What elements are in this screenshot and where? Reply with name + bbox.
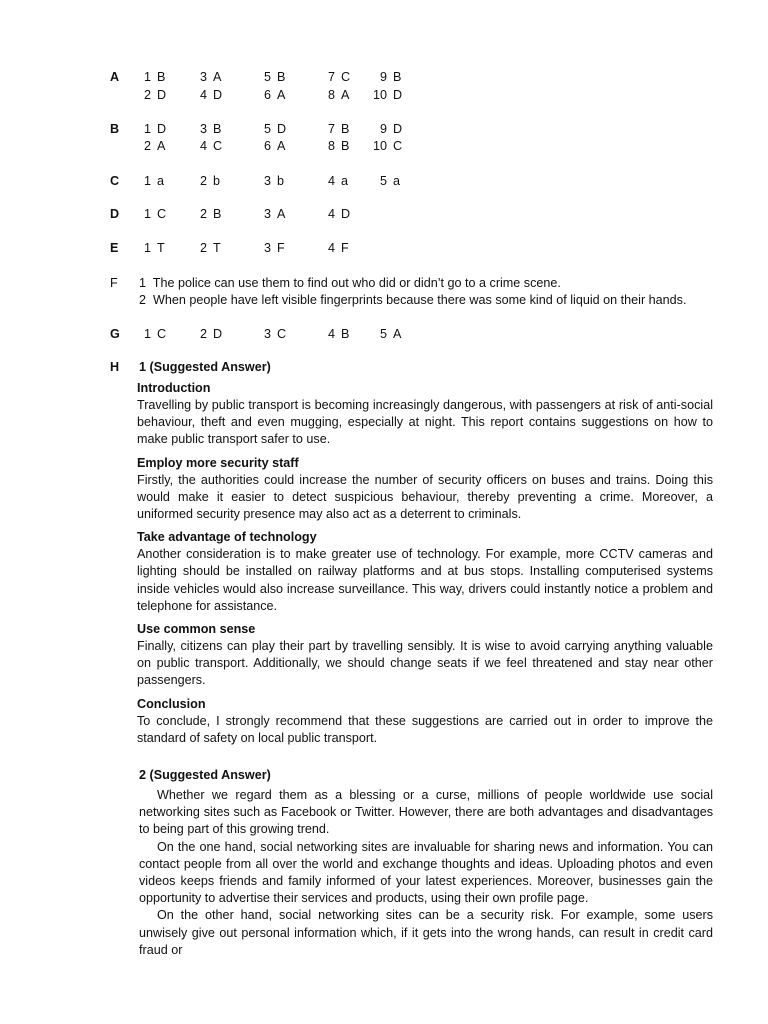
answer-value: C — [393, 139, 403, 153]
answer-value: a — [393, 174, 401, 188]
question-number: 2 — [199, 174, 207, 188]
answer-item — [253, 88, 285, 102]
answer-value: A — [341, 88, 350, 102]
answer-value: C — [157, 327, 167, 341]
essay-paragraph: Whether we regard them as a blessing or a curse, millions of people worldwide use social networking sites such as Facebook or Twitter. However, there are both advantages and disadvantages to being part of this growing trend. — [139, 788, 713, 837]
question-number: 1 — [143, 122, 151, 136]
answer-item — [253, 70, 285, 84]
section-label-e: E — [110, 241, 119, 255]
item-title: 1 (Suggested Answer) — [139, 360, 271, 374]
answer-value: D — [341, 207, 351, 221]
answer-value: B — [393, 70, 402, 84]
question-number: 1 — [143, 207, 151, 221]
question-number: 9 — [379, 122, 387, 136]
answer-item — [317, 174, 348, 188]
answer-value: B — [341, 122, 350, 136]
section-text: Firstly, the authorities could increase the number of security officers on buses and trains. Doing this would make it easier to detect suspicious behaviour, thereby preventing a crime. Moreover, a uniformed security presence may also act as a deterrent to criminals. — [137, 472, 713, 522]
question-number: 3 — [263, 207, 271, 221]
section-label-c: C — [110, 174, 120, 188]
answer-value: B — [341, 327, 350, 341]
question-number: 3 — [199, 70, 207, 84]
section-label-a: A — [110, 70, 120, 84]
question-number: 4 — [199, 139, 207, 153]
answer-item — [189, 327, 222, 341]
answer-item — [133, 207, 166, 221]
answer-value: A — [157, 139, 166, 153]
section-text: To conclude, I strongly recommend that these suggestions are carried out in order to improve the standard of safety on local public transport. — [137, 713, 713, 745]
answer-value: F — [277, 241, 285, 255]
answer-item — [317, 327, 349, 341]
question-number: 5 — [379, 174, 387, 188]
answer-item — [133, 88, 166, 102]
section-label-f: F — [110, 276, 118, 290]
question-number: 5 — [379, 327, 387, 341]
section-label-d: D — [110, 207, 120, 221]
report-body — [137, 380, 713, 747]
answer-value: C — [213, 139, 223, 153]
answer-value: D — [393, 122, 403, 136]
section-label-h: H — [110, 360, 120, 374]
answer-item — [189, 70, 221, 84]
answer-value: A — [277, 139, 286, 153]
section-heading: Take advantage of technology — [137, 530, 317, 545]
answer-value: B — [157, 70, 166, 84]
answer-value: b — [277, 174, 285, 188]
answer-item — [369, 70, 401, 84]
question-number: 3 — [263, 241, 271, 255]
question-number: 1 — [143, 327, 151, 341]
question-number: 2 — [143, 139, 151, 153]
answer-item — [133, 241, 165, 255]
answer-item — [189, 174, 220, 188]
answer-item — [253, 327, 286, 341]
answer-value: A — [393, 327, 402, 341]
question-number: 10 — [372, 139, 387, 153]
section-heading: Employ more security staff — [137, 455, 299, 470]
answer-value: D — [157, 122, 167, 136]
answer-item — [369, 88, 402, 102]
answer-item — [189, 122, 221, 136]
question-number: 8 — [327, 139, 335, 153]
question-number: 1 — [143, 70, 151, 84]
question-number: 4 — [327, 174, 335, 188]
question-number: 4 — [327, 241, 335, 255]
essay-paragraph: On the one hand, social networking sites are invaluable for sharing news and information. You can contact people from all over the world and exchange thoughts and ideas. Uploading photos and even videos keeps friends and family informed of your latest experiences. Moreover, businesses gain the opportunity to advertise their services and products, using their own profile page. — [139, 839, 713, 906]
answer-item — [369, 327, 401, 341]
question-number: 2 — [143, 88, 151, 102]
answer-value: C — [341, 70, 351, 84]
section-text: Finally, citizens can play their part by travelling sensibly. It is wise to avoid carrying anything valuable on public transport. Additionally, we should change seats if we feel threatened and stay near other passengers. — [137, 639, 713, 688]
answer-value: B — [277, 70, 286, 84]
answer-item — [369, 174, 400, 188]
question-number: 6 — [263, 139, 271, 153]
answer-value: C — [277, 327, 287, 341]
answer-item — [317, 70, 350, 84]
question-number: 8 — [327, 88, 335, 102]
answer-item — [133, 139, 165, 153]
answer-value: b — [213, 174, 221, 188]
answer-item — [369, 122, 402, 136]
answer-item — [317, 88, 349, 102]
answer-value: C — [157, 207, 167, 221]
item-title: 2 (Suggested Answer) — [139, 768, 271, 782]
answer-value: A — [277, 88, 286, 102]
answer-line: 2 When people have left visible fingerprints because there was some kind of liquid on their hands. — [139, 293, 687, 307]
answer-line: 1 The police can use them to find out who did or didn’t go to a crime scene. — [139, 276, 561, 290]
question-number: 1 — [143, 241, 151, 255]
section-label-g: G — [110, 327, 120, 341]
answer-value: A — [213, 70, 222, 84]
question-number: 5 — [263, 122, 271, 136]
answer-value: D — [277, 122, 287, 136]
answer-item — [317, 139, 349, 153]
answer-item — [133, 70, 165, 84]
answer-value: T — [213, 241, 221, 255]
answer-item — [317, 207, 350, 221]
essay-paragraph: On the other hand, social networking sites can be a security risk. For example, some users unwisely give out personal information which, if it gets into the wrong hands, can result in credit card fraud or — [139, 908, 713, 957]
section-label-b: B — [110, 122, 120, 136]
answer-item — [133, 122, 166, 136]
answer-value: T — [157, 241, 165, 255]
question-number: 5 — [263, 70, 271, 84]
question-number: 2 — [199, 207, 207, 221]
answer-item — [317, 241, 349, 255]
section-text: Another consideration is to make greater use of technology. For example, more CCTV cameras and lighting should be installed on railway platforms and at bus stops. Installing computerised systems inside vehicles would also increase surveillance. This way, drivers could instantly notice a problem and telephone for assistance. — [137, 547, 713, 613]
answer-value: D — [213, 88, 223, 102]
essay-body — [139, 787, 713, 959]
answer-value: a — [341, 174, 349, 188]
question-number: 7 — [327, 122, 335, 136]
answer-value: a — [157, 174, 165, 188]
question-number: 4 — [327, 327, 335, 341]
question-number: 3 — [199, 122, 207, 136]
question-number: 3 — [263, 327, 271, 341]
question-number: 2 — [199, 327, 207, 341]
question-number: 6 — [263, 88, 271, 102]
question-number: 7 — [327, 70, 335, 84]
question-number: 9 — [379, 70, 387, 84]
answer-item — [133, 327, 166, 341]
answer-value: B — [341, 139, 350, 153]
question-number: 4 — [199, 88, 207, 102]
answer-item — [253, 122, 286, 136]
answer-item — [133, 174, 164, 188]
answer-item — [189, 207, 221, 221]
section-heading: Conclusion — [137, 696, 206, 711]
answer-value: D — [393, 88, 403, 102]
section-heading: Use common sense — [137, 622, 256, 637]
answer-value: F — [341, 241, 349, 255]
answer-item — [253, 139, 285, 153]
answer-value: D — [157, 88, 167, 102]
answer-item — [253, 174, 284, 188]
question-number: 10 — [372, 88, 387, 102]
answer-item — [253, 241, 285, 255]
question-number: 2 — [199, 241, 207, 255]
question-number: 4 — [327, 207, 335, 221]
answer-item — [189, 241, 221, 255]
question-number: 3 — [263, 174, 271, 188]
answer-item — [189, 88, 222, 102]
section-text: Travelling by public transport is becoming increasingly dangerous, with passengers at risk of anti-social behaviour, theft and even mugging, especially at night. This report contains suggestions on how to make public transport safer to use. — [137, 398, 713, 447]
section-heading: Introduction — [137, 381, 211, 395]
answer-item — [317, 122, 349, 136]
answer-value: D — [213, 327, 223, 341]
answer-item — [253, 207, 285, 221]
answer-item — [189, 139, 222, 153]
answer-value: B — [213, 207, 222, 221]
answer-value: A — [277, 207, 286, 221]
question-number: 1 — [143, 174, 151, 188]
answer-item — [369, 139, 402, 153]
answer-value: B — [213, 122, 222, 136]
